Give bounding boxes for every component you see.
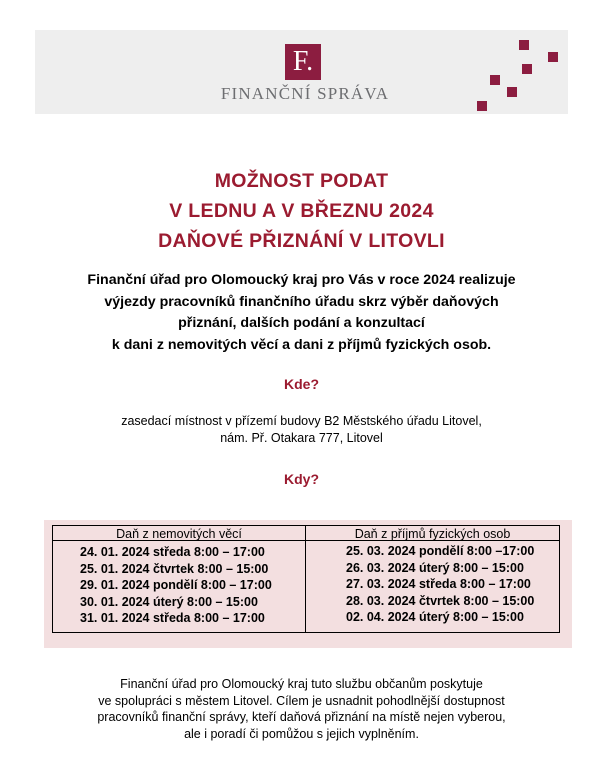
date-row: 24. 01. 2024 středa 8:00 – 17:00 bbox=[80, 545, 265, 559]
date-row: 02. 04. 2024 úterý 8:00 – 15:00 bbox=[346, 610, 524, 624]
footer-line: Finanční úřad pro Olomoucký kraj tuto službu občanům poskytuje bbox=[120, 677, 483, 691]
date-row: 30. 01. 2024 úterý 8:00 – 15:00 bbox=[80, 594, 258, 609]
date-row: 26. 03. 2024 úterý 8:00 – 15:00 bbox=[346, 560, 524, 575]
footer-paragraph bbox=[0, 676, 603, 742]
headline-line-1: MOŽNOST PODAT bbox=[214, 170, 389, 192]
income-tax-dates bbox=[305, 540, 560, 633]
intro-line: k dani z nemovitých věcí a dani z příjmů fyzických osob. bbox=[111, 336, 492, 353]
intro-line: výjezdy pracovníků finančního úřadu skrz výběr daňových bbox=[104, 293, 499, 310]
financni-sprava-logo-mark: F. bbox=[285, 44, 321, 80]
decorative-square-icon bbox=[548, 52, 558, 62]
when-label: Kdy? bbox=[284, 471, 319, 487]
intro-paragraph bbox=[30, 270, 573, 356]
footer-line: ve spolupráci s městem Litovel. Cílem je usnadnit pohodlnější dostupnost bbox=[98, 693, 505, 708]
venue-address bbox=[0, 413, 603, 447]
intro-line: přiznání, dalších podání a konzultací bbox=[178, 315, 425, 332]
decorative-square-icon bbox=[519, 40, 529, 50]
date-row: 31. 01. 2024 středa 8:00 – 17:00 bbox=[80, 611, 265, 625]
date-row: 25. 03. 2024 pondělí 8:00 –17:00 bbox=[346, 544, 535, 558]
date-row: 28. 03. 2024 čtvrtek 8:00 – 15:00 bbox=[346, 593, 535, 608]
address-line: zasedací místnost v přízemí budovy B2 Městského úřadu Litovel, bbox=[121, 414, 482, 428]
intro-line: Finanční úřad pro Olomoucký kraj pro Vás v roce 2024 realizuje bbox=[87, 272, 516, 288]
footer-line: ale i poradí či pomůžou s jejich vyplněním. bbox=[184, 726, 419, 741]
schedule-table bbox=[52, 525, 560, 633]
address-line: nám. Př. Otakara 777, Litovel bbox=[220, 431, 383, 445]
where-label: Kde? bbox=[284, 376, 319, 392]
footer-line: pracovníků finanční správy, kteří daňová přiznání na místě nejen vyberou, bbox=[97, 710, 506, 724]
headline-line-2: V LEDNU A V BŘEZNU 2024 bbox=[169, 200, 434, 222]
date-row: 29. 01. 2024 pondělí 8:00 – 17:00 bbox=[80, 578, 272, 592]
date-row: 25. 01. 2024 čtvrtek 8:00 – 15:00 bbox=[80, 561, 269, 576]
decorative-square-icon bbox=[490, 75, 500, 85]
income-tax-column-header: Daň z příjmů fyzických osob bbox=[305, 525, 560, 541]
financni-sprava-logo-text: FINANČNÍ SPRÁVA bbox=[220, 84, 390, 103]
property-tax-dates bbox=[52, 540, 306, 633]
property-tax-column-header: Daň z nemovitých věcí bbox=[52, 525, 306, 541]
headline-line-3: DAŇOVÉ PŘIZNÁNÍ V LITOVLI bbox=[158, 230, 445, 252]
decorative-square-icon bbox=[507, 87, 517, 97]
decorative-square-icon bbox=[477, 101, 487, 111]
decorative-square-icon bbox=[522, 64, 532, 74]
date-row: 27. 03. 2024 středa 8:00 – 17:00 bbox=[346, 577, 531, 591]
